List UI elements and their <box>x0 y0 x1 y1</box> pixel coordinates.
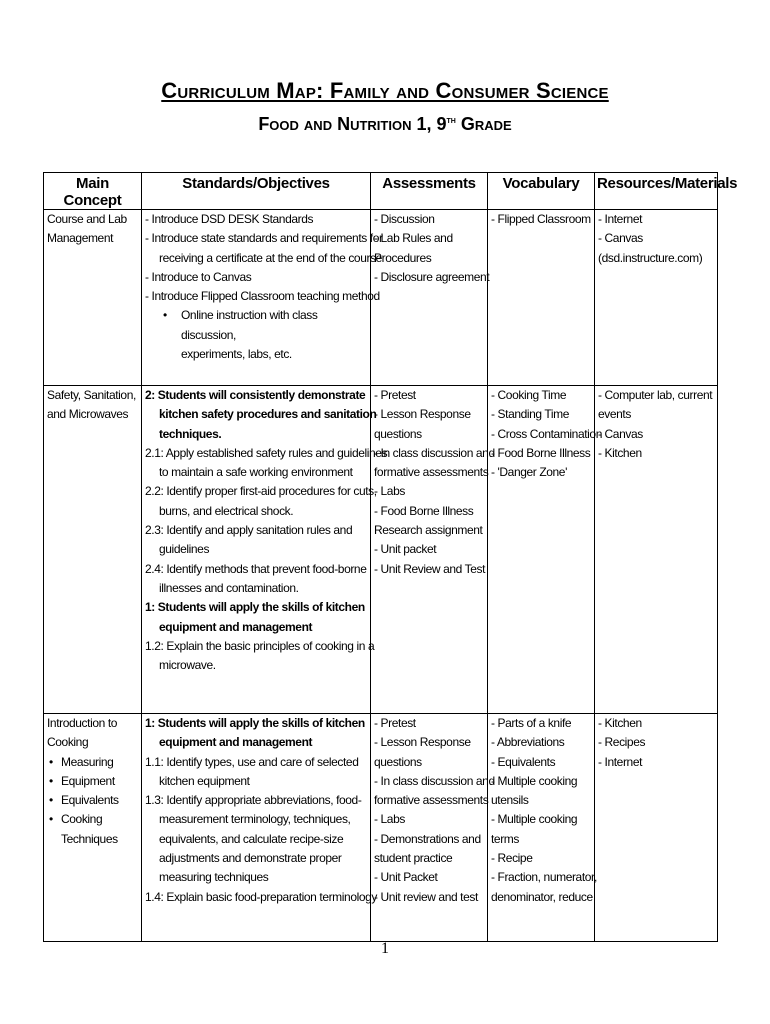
vocabulary-line: - Standing Time <box>491 407 570 422</box>
assessments-line: - Discussion <box>374 212 435 226</box>
objective-line: - Introduce DSD DESK Standards <box>145 212 314 226</box>
concept-bullet: • Measuring <box>47 753 138 772</box>
assessments-line: student practice <box>374 851 453 866</box>
subtitle-superscript: th <box>446 115 456 126</box>
assessments-line: - Unit Packet <box>374 870 438 885</box>
assessments-line: - Lab Rules and <box>374 231 453 246</box>
objective-line: to maintain a safe working environment <box>159 465 353 480</box>
objective-line: equivalents, and calculate recipe-size <box>159 831 344 846</box>
assessments-line: - Food Borne Illness <box>374 503 474 518</box>
objective-line: 1.2: Explain the basic principles of cooking in a <box>145 638 375 653</box>
cell-standards <box>142 714 378 942</box>
objective-line: receiving a certificate at the end of the course <box>159 250 382 265</box>
resources-line: - Canvas <box>598 231 643 246</box>
concept-line: Management <box>47 231 114 246</box>
header-standards: Standards/Objectives <box>142 173 371 210</box>
objective-line: • Online instruction with class discussion, <box>145 306 367 345</box>
vocabulary-line: - Abbreviations <box>491 735 565 750</box>
cell-resources <box>595 210 718 386</box>
concept-line: Safety, Sanitation, <box>47 388 136 402</box>
objective-line: measuring techniques <box>159 870 269 885</box>
assessments-line: questions <box>374 754 422 769</box>
vocabulary-line: terms <box>491 831 520 846</box>
cell-standards <box>142 386 388 714</box>
objective-line: - Introduce Flipped Classroom teaching method <box>145 289 380 304</box>
objective-line: 1: Students will apply the skills of kitchen <box>145 716 365 730</box>
header-vocabulary: Vocabulary <box>488 173 595 210</box>
objective-line: - Introduce state standards and requirements for <box>145 231 383 246</box>
objective-line: - Introduce to Canvas <box>145 269 252 284</box>
cell-assessments <box>371 714 495 942</box>
assessments-line: - Unit Review and Test <box>374 561 486 576</box>
concept-line: Cooking <box>47 735 89 750</box>
objective-line: guidelines <box>159 542 210 557</box>
resources-line: - Internet <box>598 212 643 226</box>
cell-concept <box>44 386 142 714</box>
vocabulary-line: - Cross Contamination <box>491 426 602 441</box>
cell-assessments <box>371 210 488 386</box>
cell-vocabulary <box>488 386 602 714</box>
table-row <box>44 386 718 714</box>
objective-line: 2.2: Identify proper first-aid procedures for cuts, <box>145 484 377 499</box>
assessments-line: - Disclosure agreement <box>374 269 490 284</box>
objective-line: 2: Students will consistently demonstrate <box>145 388 366 402</box>
cell-vocabulary <box>488 210 595 386</box>
concept-bullet-tail: Techniques <box>61 831 118 846</box>
cell-standards <box>142 210 383 386</box>
header-assessments: Assessments <box>371 173 488 210</box>
assessments-line: - Demonstrations and <box>374 831 481 846</box>
vocabulary-line: - Equivalents <box>491 754 556 769</box>
assessments-line: questions <box>374 426 422 441</box>
assessments-line: - Unit review and test <box>374 889 478 904</box>
assessments-line: Research assignment <box>374 523 483 538</box>
resources-line: events <box>598 407 631 422</box>
objective-line: equipment and management <box>159 735 313 750</box>
concept-line: Introduction to <box>47 716 118 730</box>
header-resources: Resources/Materials <box>595 173 718 210</box>
objective-line: 1.3: Identify appropriate abbreviations, food- <box>145 793 362 808</box>
subtitle-suffix: Grade <box>455 114 512 134</box>
concept-line: Course and Lab <box>47 212 127 226</box>
vocabulary-line: - Parts of a knife <box>491 716 572 730</box>
table-row <box>44 714 718 942</box>
vocabulary-line: - Cooking Time <box>491 388 567 402</box>
vocabulary-line: - Multiple cooking <box>491 773 578 788</box>
resources-line: - Recipes <box>598 735 646 750</box>
page-number: 1 <box>381 940 389 957</box>
objective-line: illnesses and contamination. <box>159 580 299 595</box>
assessments-line: - In class discussion and <box>374 773 495 788</box>
document-subtitle <box>0 114 770 135</box>
objective-line: burns, and electrical shock. <box>159 503 294 518</box>
objective-line: 2.1: Apply established safety rules and guidelines <box>145 445 388 460</box>
cell-vocabulary <box>488 714 595 942</box>
resources-line: - Canvas <box>598 426 643 441</box>
objective-line: 2.3: Identify and apply sanitation rules and <box>145 523 353 538</box>
resources-line: - Kitchen <box>598 445 642 460</box>
objective-line: adjustments and demonstrate proper <box>159 851 342 866</box>
resources-line: - Computer lab, current <box>598 388 713 402</box>
objective-line: microwave. <box>159 658 216 673</box>
vocabulary-line: - Fraction, numerator, <box>491 870 597 885</box>
assessments-line: - Lesson Response <box>374 735 471 750</box>
concept-line: and Microwaves <box>47 407 129 422</box>
vocabulary-line: utensils <box>491 793 529 808</box>
objective-line: kitchen equipment <box>159 773 250 788</box>
assessments-line: formative assessments <box>374 465 489 480</box>
table-header-row <box>44 173 718 210</box>
document-title: Curriculum Map: Family and Consumer Science <box>161 78 609 103</box>
objective-line: experiments, labs, etc. <box>181 347 292 362</box>
header-main-concept: Main Concept <box>44 173 142 210</box>
objective-line: 1.4: Explain basic food-preparation terminology <box>145 889 378 904</box>
assessments-line: - Labs <box>374 812 405 827</box>
cell-assessments <box>371 386 495 714</box>
objective-line: techniques. <box>159 426 222 441</box>
assessments-line: - Pretest <box>374 388 416 402</box>
objective-line: 2.4: Identify methods that prevent food-borne <box>145 561 367 576</box>
objective-line: measurement terminology, techniques, <box>159 812 351 827</box>
curriculum-table <box>43 172 738 942</box>
assessments-line: formative assessments <box>374 793 489 808</box>
concept-bullet: • Equivalents <box>47 791 138 810</box>
assessments-line: Procedures <box>374 250 432 265</box>
concept-bullet: • Cooking <box>47 810 138 829</box>
table-row <box>44 210 718 386</box>
assessments-line: - In class discussion and <box>374 445 495 460</box>
assessments-line: - Lesson Response <box>374 407 471 422</box>
vocabulary-line: - 'Danger Zone' <box>491 465 567 480</box>
resources-line: (dsd.instructure.com) <box>598 250 703 265</box>
concept-bullet: • Equipment <box>47 772 138 791</box>
objective-line: kitchen safety procedures and sanitation <box>159 407 377 422</box>
vocabulary-line: - Food Borne Illness <box>491 445 591 460</box>
cell-resources <box>595 714 718 942</box>
subtitle-prefix: Food and Nutrition 1, 9 <box>258 114 447 134</box>
assessments-line: - Pretest <box>374 716 416 730</box>
objective-line: 1: Students will apply the skills of kitchen <box>145 600 365 615</box>
vocabulary-line: - Multiple cooking <box>491 812 578 827</box>
objective-line: equipment and management <box>159 619 313 634</box>
resources-line: - Kitchen <box>598 716 642 730</box>
vocabulary-line: denominator, reduce <box>491 889 593 904</box>
vocabulary-line: - Recipe <box>491 851 533 866</box>
cell-concept <box>44 210 142 386</box>
assessments-line: - Labs <box>374 484 405 499</box>
resources-line: - Internet <box>598 754 643 769</box>
cell-resources <box>595 386 718 714</box>
cell-concept <box>44 714 142 942</box>
vocabulary-line: - Flipped Classroom <box>491 212 591 226</box>
assessments-line: - Unit packet <box>374 542 437 557</box>
objective-line: 1.1: Identify types, use and care of selected <box>145 754 359 769</box>
